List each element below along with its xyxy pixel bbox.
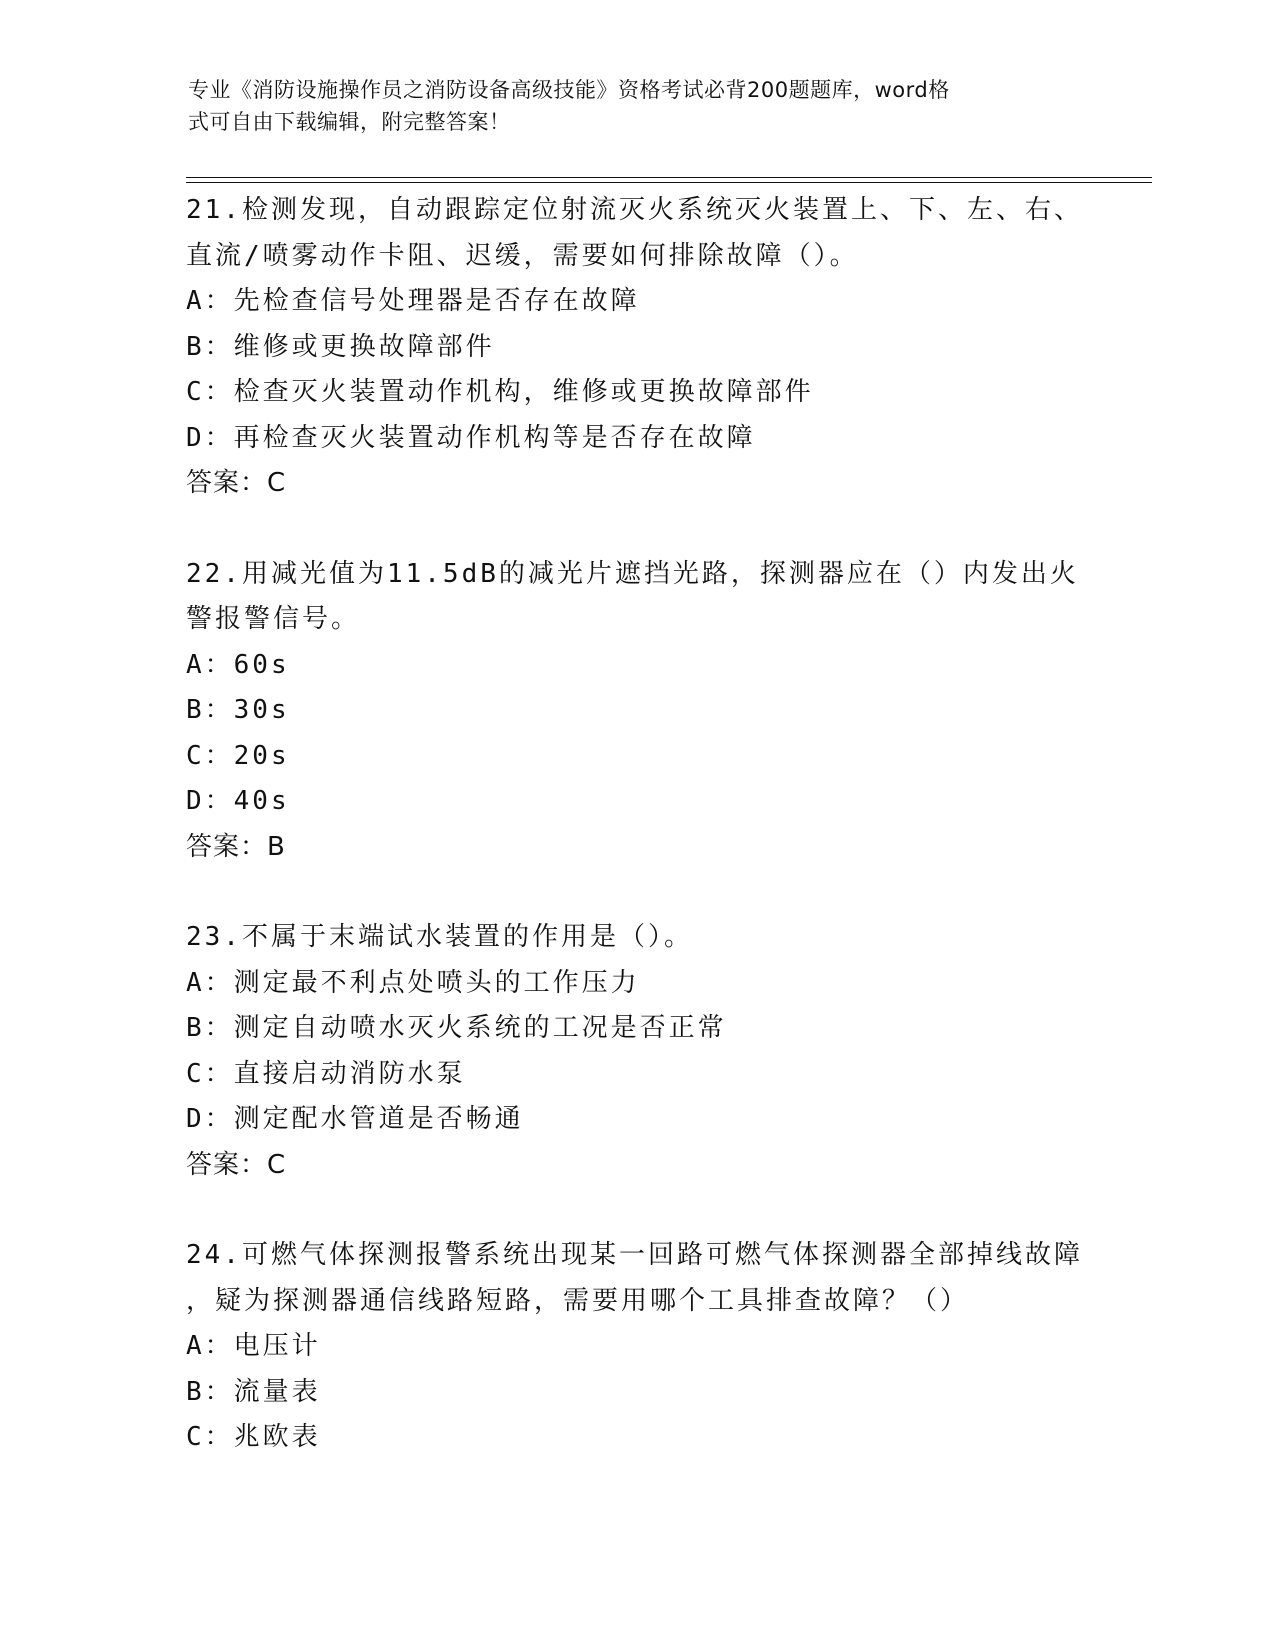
option-b: B：流量表 bbox=[186, 1376, 321, 1407]
option-c: C：兆欧表 bbox=[186, 1422, 321, 1452]
question-text-line: 24.可燃气体探测报警系统出现某一回路可燃气体探测器全部掉线故障 bbox=[186, 1240, 1083, 1270]
answer: 答案：B bbox=[186, 831, 286, 862]
option-d: D：测定配水管道是否畅通 bbox=[186, 1104, 524, 1134]
option-b: B：维修或更换故障部件 bbox=[186, 331, 495, 362]
question-text-line: 23.不属于末端试水装置的作用是（）。 bbox=[186, 922, 693, 952]
option-d: D：40s bbox=[186, 786, 290, 816]
question-text-line: ，疑为探测器通信线路短路，需要用哪个工具排查故障？（） bbox=[186, 1285, 970, 1316]
header-line-1: 专业《消防设施操作员之消防设备高级技能》资格考试必背200题题库，word格 bbox=[188, 78, 950, 102]
option-c: C：直接启动消防水泵 bbox=[186, 1058, 466, 1089]
answer: 答案：C bbox=[186, 1149, 287, 1180]
option-a: A：测定最不利点处喷头的工作压力 bbox=[186, 967, 640, 998]
option-c: C：检查灭火装置动作机构，维修或更换故障部件 bbox=[186, 377, 814, 407]
question-list bbox=[186, 188, 1086, 1461]
question-text-line: 21.检测发现，自动跟踪定位射流灭火系统灭火装置上、下、左、右、 bbox=[186, 195, 1083, 225]
option-b: B：测定自动喷水灭火系统的工况是否正常 bbox=[186, 1013, 727, 1043]
question-text-line: 警报警信号。 bbox=[186, 604, 361, 634]
option-c: C：20s bbox=[186, 740, 290, 771]
question-22 bbox=[186, 552, 1086, 871]
header-divider-top bbox=[186, 177, 1152, 178]
question-23 bbox=[186, 915, 1086, 1188]
option-a: A：电压计 bbox=[186, 1331, 321, 1361]
option-a: A：60s bbox=[186, 649, 290, 680]
option-d: D：再检查灭火装置动作机构等是否存在故障 bbox=[186, 422, 756, 453]
question-text-line: 22.用减光值为11.5dB的减光片遮挡光路，探测器应在（）内发出火 bbox=[186, 558, 1079, 589]
question-24 bbox=[186, 1233, 1086, 1461]
header-divider-bottom bbox=[186, 182, 1152, 183]
option-b: B：30s bbox=[186, 695, 290, 725]
question-text-line: 直流/喷雾动作卡阻、迟缓，需要如何排除故障（）。 bbox=[186, 240, 859, 271]
document-header bbox=[188, 74, 1068, 138]
option-a: A：先检查信号处理器是否存在故障 bbox=[186, 286, 640, 316]
header-line-2: 式可自由下载编辑，附完整答案！ bbox=[188, 110, 511, 134]
question-21 bbox=[186, 188, 1086, 507]
answer: 答案：C bbox=[186, 468, 287, 498]
